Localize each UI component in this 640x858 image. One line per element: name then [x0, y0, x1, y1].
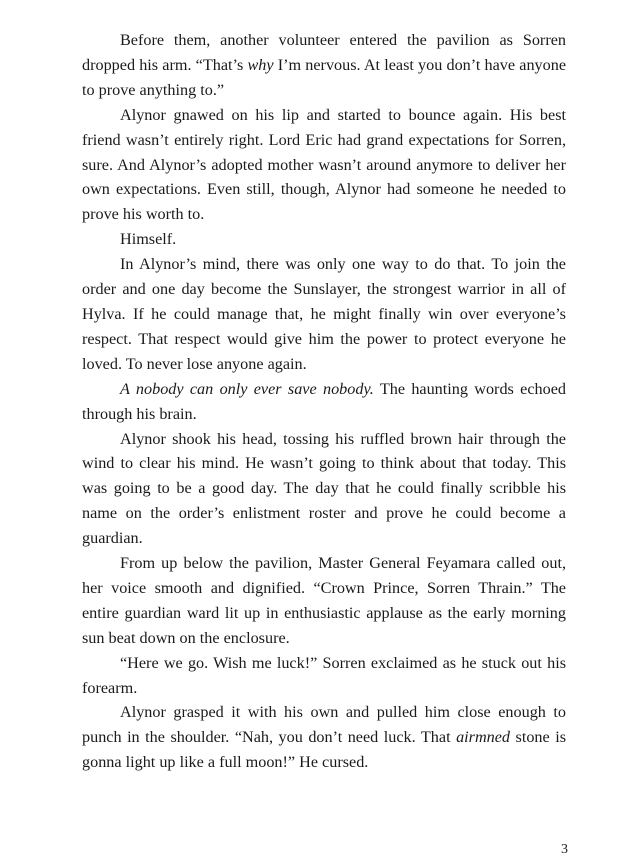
book-page [82, 28, 566, 775]
paragraph [82, 252, 566, 377]
text-run: “Here we go. Wish me luck!” Sorren exclaimed as he stuck out his forearm. [82, 653, 566, 697]
paragraph [82, 227, 566, 252]
text-run: Alynor shook his head, tossing his ruffled brown hair through the wind to clear his mind. He wasn’t going to think about that today. This was going to be a good day. The day that he could finally scribble his name on the order’s enlistment roster and prove he could become a guardian. [82, 429, 566, 548]
text-run: In Alynor’s mind, there was only one way to do that. To join the order and one day become the Sunslayer, the strongest warrior in all of Hylva. If he could manage that, he might finally win over everyone’s respect. That respect would give him the power to protect everyone he loved. To never lose anyone again. [82, 255, 566, 373]
text-run: I’m nervous. At least you don’t have anyone to prove anything to.” [82, 55, 567, 99]
paragraph [82, 700, 566, 775]
text-run: Before them, another volunteer entered the pavilion as Sorren dropped his arm. “That’s [82, 31, 566, 74]
text-run: From up below the pavilion, Master General Feyamara called out, her voice smooth and dignified. “Crown Prince, Sorren Thrain.” The entire guardian ward lit up in enthusiastic applause as the early morning sun beat down on the enclosure. [82, 554, 566, 647]
text-run: stone is gonna light up like a full moon!” He cursed. [82, 728, 567, 772]
italic-text: A nobody can only ever save nobody. [120, 379, 374, 398]
body-text [82, 28, 566, 775]
paragraph [82, 551, 566, 651]
paragraph [82, 427, 566, 552]
paragraph [82, 28, 566, 103]
text-run: Himself. [120, 230, 177, 249]
italic-text: why [247, 55, 274, 74]
text-run: Alynor grasped it with his own and pulled him close enough to punch in the shoulder. “Nah, you don’t need luck. That [82, 703, 566, 747]
page-number: 3 [561, 842, 568, 857]
paragraph [82, 651, 566, 701]
text-run: Alynor gnawed on his lip and started to bounce again. His best friend wasn’t entirely right. Lord Eric had grand expectations for Sorren, sure. And Alynor’s adopted mother wasn’t around anymore to deliver her own expectations. Even still, though, Alynor had someone he needed to prove his worth to. [82, 105, 566, 224]
paragraph [82, 103, 566, 228]
italic-text: airmned [456, 728, 511, 747]
paragraph [82, 377, 566, 427]
text-run: The haunting words echoed through his brain. [82, 379, 566, 423]
